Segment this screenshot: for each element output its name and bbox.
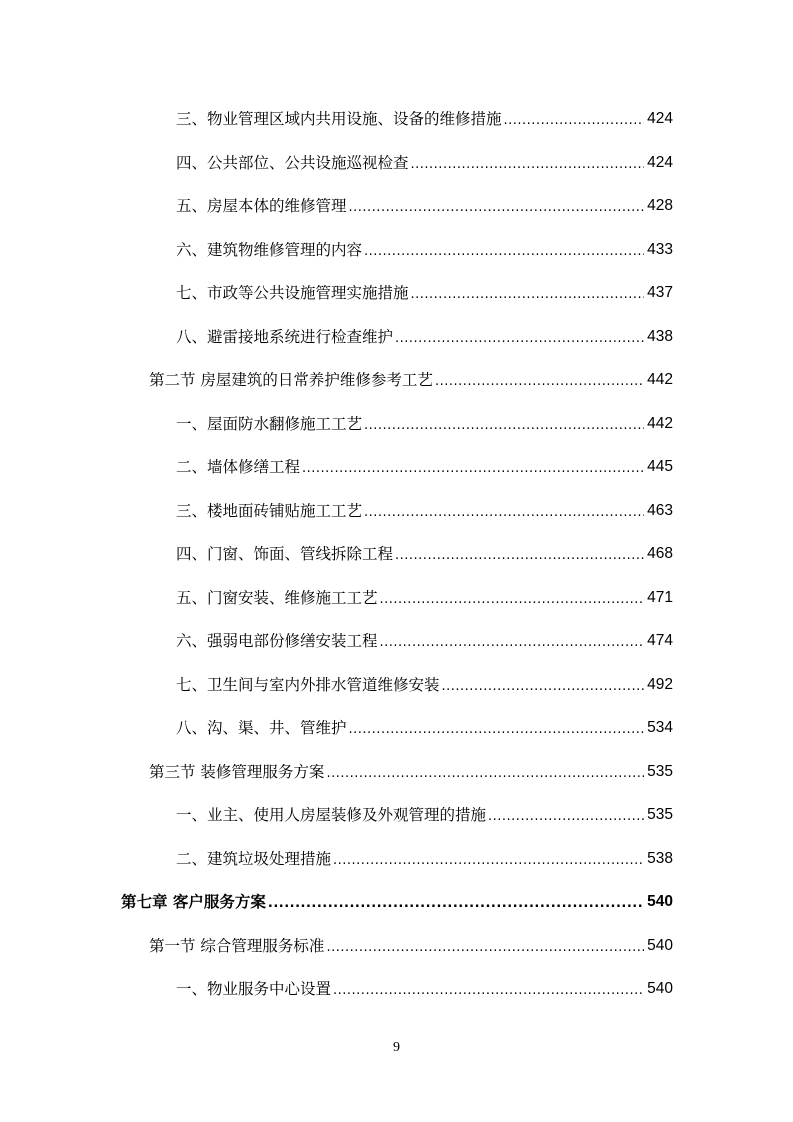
toc-entry[interactable] xyxy=(176,628,673,654)
dot-leader xyxy=(380,632,645,654)
dot-leader xyxy=(364,502,644,524)
toc-entry-label: 七、卫生间与室内外排水管道维修安装 xyxy=(176,676,440,694)
toc-entry[interactable] xyxy=(176,541,673,567)
toc-entry[interactable] xyxy=(176,846,673,872)
toc-entry-page: 540 xyxy=(647,980,673,997)
toc-entry-label: 三、楼地面砖铺贴施工工艺 xyxy=(176,502,363,520)
dot-leader xyxy=(333,980,644,1002)
toc-entry[interactable] xyxy=(121,889,673,915)
toc-entry-page: 492 xyxy=(647,676,673,693)
toc-entry-label: 二、墙体修缮工程 xyxy=(176,458,301,476)
toc-entry-page: 468 xyxy=(647,545,673,562)
toc-entry[interactable] xyxy=(176,498,673,524)
toc-entry-label: 七、市政等公共设施管理实施措施 xyxy=(176,284,409,302)
dot-leader xyxy=(349,719,645,741)
toc-entry-label: 五、门窗安装、维修施工工艺 xyxy=(176,589,378,607)
toc-entry-label: 六、建筑物维修管理的内容 xyxy=(176,241,363,259)
toc-entry[interactable] xyxy=(176,672,673,698)
toc-entry[interactable] xyxy=(176,411,673,437)
toc-entry-label: 三、物业管理区域内共用设施、设备的维修措施 xyxy=(176,110,502,128)
toc-entry-page: 438 xyxy=(647,328,673,345)
toc-entry[interactable] xyxy=(176,150,673,176)
dot-leader xyxy=(333,850,644,872)
dot-leader xyxy=(442,676,645,698)
toc-entry-page: 433 xyxy=(647,241,673,258)
dot-leader xyxy=(364,415,644,437)
toc-entry-page: 445 xyxy=(647,458,673,475)
dot-leader xyxy=(435,371,644,393)
toc-entry[interactable] xyxy=(149,759,673,785)
toc-entry[interactable] xyxy=(176,280,673,306)
dot-leader xyxy=(411,154,645,176)
toc-entry[interactable] xyxy=(149,933,673,959)
toc-entry-label: 一、屋面防水翻修施工工艺 xyxy=(176,415,363,433)
toc-entry[interactable] xyxy=(149,367,673,393)
toc-entry-page: 534 xyxy=(647,719,673,736)
toc-entry[interactable] xyxy=(176,193,673,219)
toc-entry-label: 第七章 客户服务方案 xyxy=(121,893,266,911)
toc-entry[interactable] xyxy=(176,106,673,132)
toc-entry-label: 八、避雷接地系统进行检查维护 xyxy=(176,328,394,346)
dot-leader xyxy=(268,893,644,915)
dot-leader xyxy=(364,241,644,263)
toc-entry-page: 424 xyxy=(647,154,673,171)
dot-leader xyxy=(411,284,645,306)
toc-entry-page: 424 xyxy=(647,110,673,127)
dot-leader xyxy=(380,589,645,611)
toc-entry-label: 四、公共部位、公共设施巡视检查 xyxy=(176,154,409,172)
toc-entry-label: 八、沟、渠、井、管维护 xyxy=(176,719,347,737)
toc-entry-page: 463 xyxy=(647,502,673,519)
toc-entry-label: 第一节 综合管理服务标准 xyxy=(149,937,325,955)
toc-entry-page: 540 xyxy=(647,893,673,910)
toc-entry-label: 第二节 房屋建筑的日常养护维修参考工艺 xyxy=(149,371,433,389)
toc-entry-page: 540 xyxy=(647,937,673,954)
dot-leader xyxy=(302,458,644,480)
dot-leader xyxy=(395,545,644,567)
dot-leader xyxy=(488,806,644,828)
toc-entry-label: 一、业主、使用人房屋装修及外观管理的措施 xyxy=(176,806,487,824)
toc-entry-label: 六、强弱电部份修缮安装工程 xyxy=(176,632,378,650)
toc-entry-page: 474 xyxy=(647,632,673,649)
dot-leader xyxy=(326,937,644,959)
dot-leader xyxy=(395,328,644,350)
toc-entry[interactable] xyxy=(176,802,673,828)
toc-entry[interactable] xyxy=(176,237,673,263)
toc-entry-label: 四、门窗、饰面、管线拆除工程 xyxy=(176,545,394,563)
toc-entry-label: 二、建筑垃圾处理措施 xyxy=(176,850,332,868)
dot-leader xyxy=(349,197,645,219)
toc-entry-page: 535 xyxy=(647,763,673,780)
toc-entry[interactable] xyxy=(176,715,673,741)
toc-entry-label: 第三节 装修管理服务方案 xyxy=(149,763,325,781)
dot-leader xyxy=(504,110,645,132)
toc-entry-page: 471 xyxy=(647,589,673,606)
page-number: 9 xyxy=(393,1040,400,1055)
toc-entry-label: 五、房屋本体的维修管理 xyxy=(176,197,347,215)
toc-entry-page: 442 xyxy=(647,415,673,432)
toc-entry-page: 437 xyxy=(647,284,673,301)
toc-entry-page: 538 xyxy=(647,850,673,867)
toc-entry-page: 535 xyxy=(647,806,673,823)
toc-entry-page: 428 xyxy=(647,197,673,214)
toc-entry[interactable] xyxy=(176,324,673,350)
toc-entry-page: 442 xyxy=(647,371,673,388)
toc-entry[interactable] xyxy=(176,585,673,611)
toc-entry-label: 一、物业服务中心设置 xyxy=(176,980,332,998)
toc-entry[interactable] xyxy=(176,976,673,1002)
dot-leader xyxy=(326,763,644,785)
toc-entry[interactable] xyxy=(176,454,673,480)
